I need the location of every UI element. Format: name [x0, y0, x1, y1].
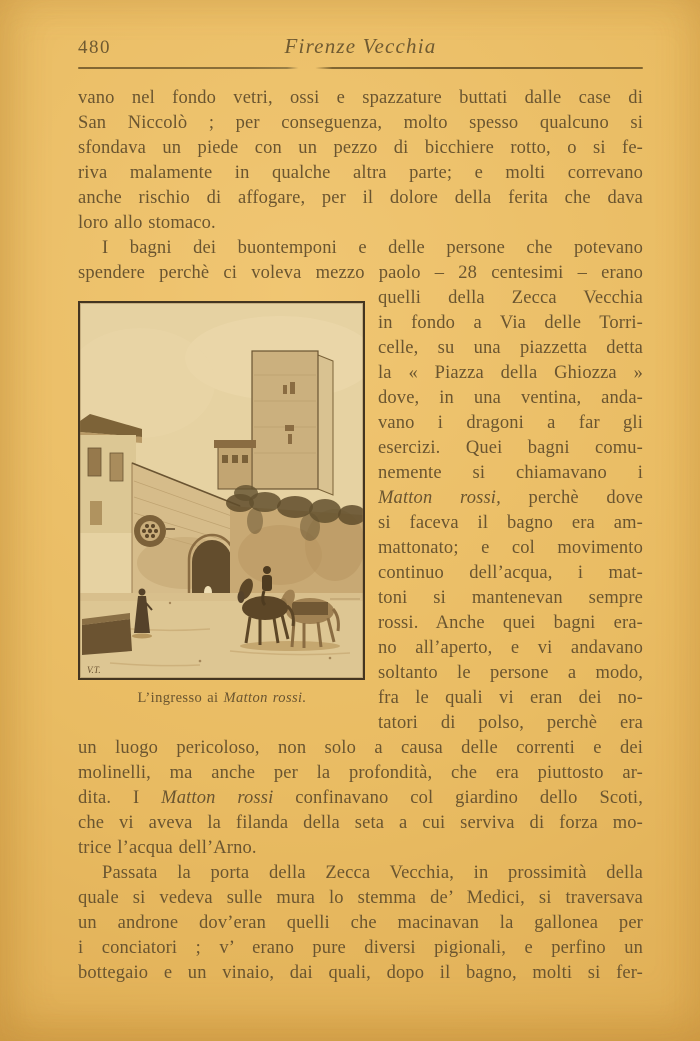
text-line — [378, 586, 643, 611]
text-segment: si faceva il bagno era am- — [378, 513, 643, 533]
text-line — [378, 386, 643, 411]
text-line — [78, 211, 643, 236]
text-line — [378, 561, 643, 586]
wrap-text-column — [378, 286, 643, 736]
text-line — [78, 761, 643, 786]
text-line — [78, 861, 643, 886]
text-segment: in fondo a Via delle Torri- — [378, 313, 643, 333]
text-segment: mattonato; e col movimento — [378, 538, 643, 558]
text-segment: dove, in una ventina, anda- — [378, 388, 643, 408]
text-line — [378, 436, 643, 461]
text-line — [378, 611, 643, 636]
text-segment: sfondava un piede con un pezzo di bicchiere rotto, o si fe- — [78, 138, 643, 158]
italic-text: Matton rossi — [161, 788, 274, 808]
text-line — [78, 836, 643, 861]
text-line — [378, 686, 643, 711]
text-line — [378, 511, 643, 536]
text-line — [78, 186, 643, 211]
text-segment: continuo dell’acqua, i mat- — [378, 563, 643, 583]
page-number: 480 — [78, 37, 111, 58]
text-segment: vano i dragoni a far gli — [378, 413, 643, 433]
text-line — [378, 411, 643, 436]
text-line — [378, 311, 643, 336]
text-segment: toni si mantenevan sempre — [378, 588, 643, 608]
text-line — [378, 336, 643, 361]
text-line — [378, 661, 643, 686]
text-line — [78, 136, 643, 161]
paragraph-block-top — [78, 86, 643, 286]
page-header — [78, 34, 643, 60]
illustration-figure — [78, 286, 366, 736]
page-body — [78, 86, 643, 986]
engraving-matton-rossi — [80, 303, 363, 678]
text-line — [378, 361, 643, 386]
text-segment: rossi. Anche quei bagni era- — [378, 613, 643, 633]
text-segment: perchè dove — [500, 488, 643, 508]
illustration-image — [78, 301, 365, 680]
text-line — [378, 711, 643, 736]
text-segment: soltanto le persone a modo, — [378, 663, 643, 683]
text-line — [78, 161, 643, 186]
artist-signature: V.T. — [87, 665, 101, 675]
text-line — [78, 786, 643, 811]
text-segment: fra le quali vi eran dei no- — [378, 688, 643, 708]
text-line — [378, 286, 643, 311]
text-segment: quelli della Zecca Vecchia — [378, 288, 643, 308]
text-segment: la « Piazza della Ghiozza » — [378, 363, 643, 383]
paragraph-block-bottom — [78, 736, 643, 986]
text-segment: che vi aveva la filanda della seta a cui serviva di forza mo- — [78, 813, 643, 833]
text-segment: molinelli, ma anche per la profondità, che era piuttosto ar- — [78, 763, 643, 783]
italic-text: Matton rossi, — [378, 488, 501, 508]
text-line — [78, 688, 366, 708]
text-segment: L’ingresso ai — [137, 690, 224, 706]
text-segment: bottegaio e un vinaio, dai quali, dopo il bagno, molti si fer- — [78, 963, 643, 983]
text-segment: riva malamente in qualche altra parte; e molti correvano — [78, 163, 643, 183]
text-segment: tatori di polso, perchè era — [378, 713, 643, 733]
text-segment: esercizi. Quei bagni comu- — [378, 438, 643, 458]
text-segment: dita. I — [78, 788, 162, 808]
italic-text: Matton rossi. — [223, 690, 307, 706]
text-segment: nemente si chiamavano i — [378, 463, 643, 483]
text-segment: un androne dov’eran quelli che macinavan la gallonea per — [78, 913, 643, 933]
text-segment: trice l’acqua dell’Arno. — [78, 838, 257, 858]
text-line — [78, 111, 643, 136]
text-segment: confinavano col giardino dello Scoti, — [273, 788, 643, 808]
text-line — [78, 236, 643, 261]
running-title: Firenze Vecchia — [284, 34, 437, 58]
text-segment: un luogo pericoloso, non solo a causa delle correnti e dei — [78, 738, 643, 758]
text-line — [78, 936, 643, 961]
text-line — [378, 636, 643, 661]
header-rule — [78, 67, 643, 69]
text-segment: spendere perchè ci voleva mezzo paolo – 28 centesimi – erano — [78, 263, 643, 283]
text-segment: i conciatori ; v’ erano pure diversi pigionali, e perfino un — [78, 938, 643, 958]
text-line — [78, 86, 643, 111]
figure-and-text-row — [78, 286, 643, 736]
figure-caption — [78, 688, 366, 708]
text-segment: quale si vedeva sulle mura lo stemma de’ Medici, si traversava — [78, 888, 643, 908]
text-line — [78, 811, 643, 836]
text-segment: loro allo stomaco. — [78, 213, 216, 233]
text-segment: San Niccolò ; per conseguenza, molto spesso qualcuno si — [78, 113, 643, 133]
text-line — [378, 486, 643, 511]
text-line — [78, 261, 643, 286]
text-line — [378, 461, 643, 486]
text-segment: celle, su una piazzetta detta — [378, 338, 643, 358]
text-line — [78, 911, 643, 936]
text-segment: no all’aperto, e vi andavano — [378, 638, 643, 658]
text-line — [78, 886, 643, 911]
text-line — [78, 961, 643, 986]
text-segment: anche rischio di affogare, per il dolore della ferita che dava — [78, 188, 643, 208]
text-segment: I bagni dei buontemponi e delle persone che potevano — [102, 238, 643, 258]
text-segment: Passata la porta della Zecca Vecchia, in prossimità della — [102, 863, 643, 883]
text-line — [378, 536, 643, 561]
text-segment: vano nel fondo vetri, ossi e spazzature buttati dalle case di — [78, 88, 643, 108]
text-line — [78, 736, 643, 761]
